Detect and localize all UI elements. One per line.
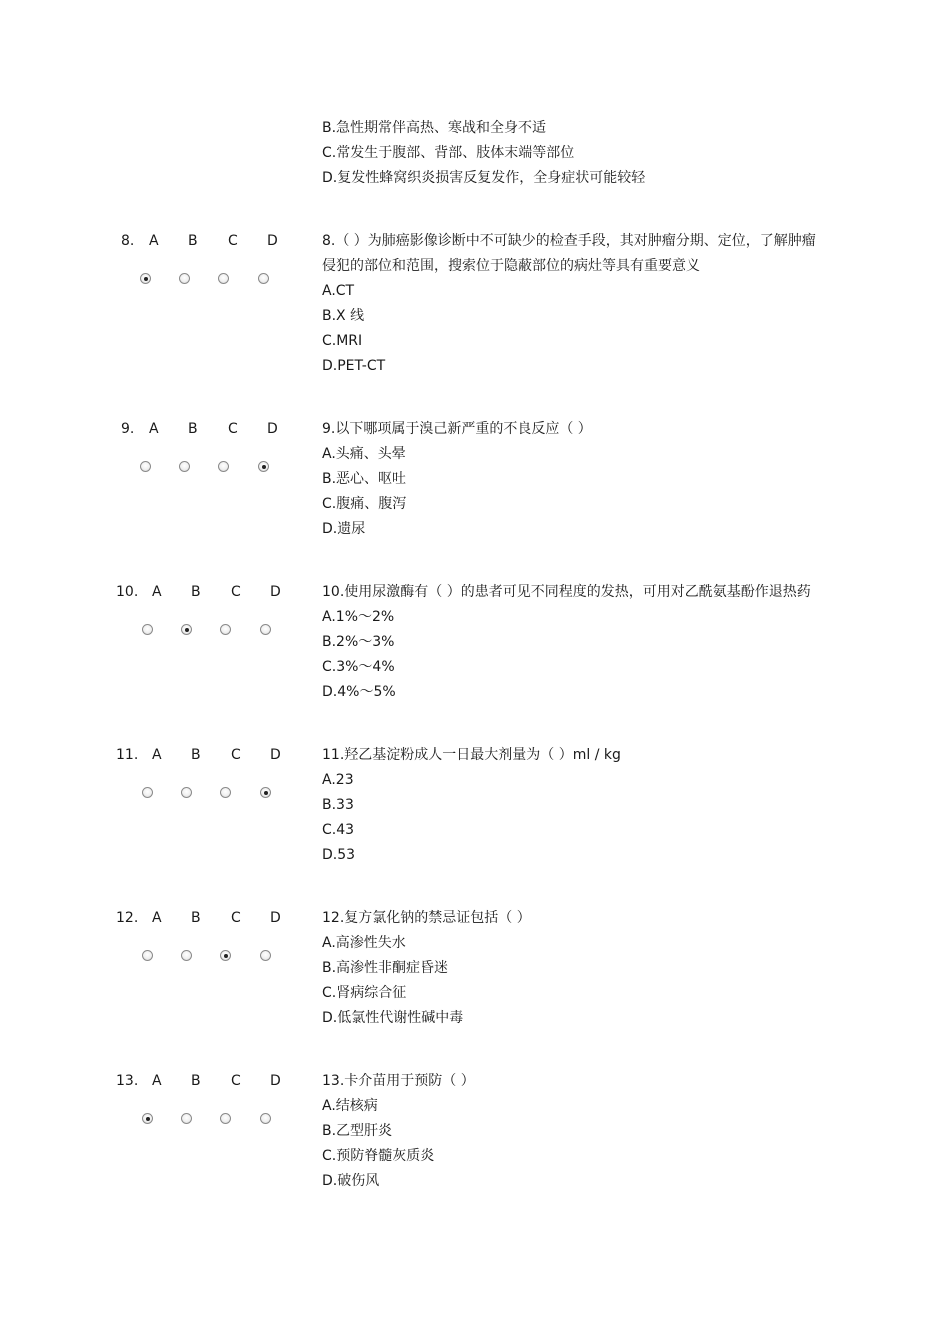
choice-label-d: D	[270, 1073, 281, 1089]
radio-b[interactable]	[179, 273, 190, 284]
option-text: D.PET-CT	[322, 358, 386, 374]
choice-label-a: A	[152, 1073, 162, 1089]
choice-label-c: C	[231, 747, 241, 763]
option-text: A.结核病	[322, 1098, 378, 1114]
answer-number: 13.	[116, 1073, 139, 1089]
option-text: A.高渗性失水	[322, 935, 406, 951]
radio-c[interactable]	[220, 624, 231, 635]
radio-c[interactable]	[220, 787, 231, 798]
option-text: B.2%～3%	[322, 634, 395, 650]
choice-label-b: B	[188, 233, 198, 249]
option-text: C.常发生于腹部、背部、肢体末端等部位	[322, 145, 575, 161]
option-text: D.遗尿	[322, 521, 366, 537]
question-text	[322, 417, 832, 442]
choice-label-b: B	[191, 747, 201, 763]
option-text: A.CT	[322, 283, 355, 299]
question-text	[322, 229, 832, 279]
option-text: C.3%～4%	[322, 659, 395, 675]
question-text-line: 11.羟乙基淀粉成人一日最大剂量为（ ）ml / kg	[322, 747, 621, 763]
radio-d[interactable]	[260, 787, 271, 798]
choice-label-a: A	[152, 584, 162, 600]
option-text: B.高渗性非酮症昏迷	[322, 960, 449, 976]
choice-label-a: A	[152, 747, 162, 763]
radio-b[interactable]	[181, 624, 192, 635]
choice-label-b: B	[191, 584, 201, 600]
question-text	[322, 743, 832, 768]
radio-b[interactable]	[181, 950, 192, 961]
question-text	[322, 1069, 832, 1094]
question-text-line: 8.（ ）为肺癌影像诊断中不可缺少的检查手段，其对肿瘤分期、定位，了解肿瘤	[322, 233, 816, 249]
question-text-line: 侵犯的部位和范围，搜索位于隐蔽部位的病灶等具有重要意义	[322, 258, 700, 274]
choice-label-b: B	[191, 910, 201, 926]
answer-number: 10.	[116, 584, 139, 600]
question-text	[322, 906, 832, 931]
option-text: D.破伤风	[322, 1173, 380, 1189]
question-text-line: 13.卡介苗用于预防（ ）	[322, 1073, 475, 1089]
answer-number: 12.	[116, 910, 139, 926]
choice-label-a: A	[152, 910, 162, 926]
choice-label-d: D	[270, 910, 281, 926]
answer-number: 8.	[121, 233, 135, 249]
option-text: D.复发性蜂窝织炎损害反复发作，全身症状可能较轻	[322, 170, 646, 186]
choice-label-b: B	[191, 1073, 201, 1089]
option-text: B.乙型肝炎	[322, 1123, 393, 1139]
question-text-line: 12.复方氯化钠的禁忌证包括（ ）	[322, 910, 531, 926]
option-text: C.肾病综合征	[322, 985, 407, 1001]
radio-b[interactable]	[181, 1113, 192, 1124]
radio-d[interactable]	[260, 624, 271, 635]
option-text: B.急性期常伴高热、寒战和全身不适	[322, 120, 547, 136]
option-text: B.33	[322, 797, 354, 813]
radio-a[interactable]	[142, 787, 153, 798]
radio-d[interactable]	[260, 1113, 271, 1124]
option-text: B.恶心、呕吐	[322, 471, 407, 487]
choice-label-c: C	[228, 233, 238, 249]
option-text: C.43	[322, 822, 355, 838]
option-text: D.4%～5%	[322, 684, 396, 700]
choice-label-a: A	[149, 233, 159, 249]
option-text: D.低氯性代谢性碱中毒	[322, 1010, 464, 1026]
option-text: B.X 线	[322, 308, 365, 324]
option-text: C.腹痛、腹泻	[322, 496, 407, 512]
choice-label-c: C	[231, 910, 241, 926]
question-text-line: 10.使用尿激酶有（ ）的患者可见不同程度的发热，可用对乙酰氨基酚作退热药	[322, 584, 811, 600]
radio-a[interactable]	[140, 461, 151, 472]
radio-a[interactable]	[142, 1113, 153, 1124]
option-text: A.头痛、头晕	[322, 446, 406, 462]
choice-label-c: C	[228, 421, 238, 437]
option-text: A.1%～2%	[322, 609, 395, 625]
choice-label-c: C	[231, 584, 241, 600]
question-text-line: 9.以下哪项属于溴己新严重的不良反应（ ）	[322, 421, 592, 437]
choice-label-d: D	[267, 421, 278, 437]
option-text: C.预防脊髓灰质炎	[322, 1148, 435, 1164]
answer-number: 11.	[116, 747, 139, 763]
answer-number: 9.	[121, 421, 135, 437]
choice-label-d: D	[270, 584, 281, 600]
radio-d[interactable]	[258, 273, 269, 284]
radio-b[interactable]	[181, 787, 192, 798]
option-text: C.MRI	[322, 333, 363, 349]
choice-label-b: B	[188, 421, 198, 437]
choice-label-d: D	[270, 747, 281, 763]
choice-label-c: C	[231, 1073, 241, 1089]
choice-label-d: D	[267, 233, 278, 249]
question-text	[322, 580, 832, 605]
radio-c[interactable]	[220, 950, 231, 961]
radio-d[interactable]	[260, 950, 271, 961]
radio-b[interactable]	[179, 461, 190, 472]
radio-a[interactable]	[142, 950, 153, 961]
radio-a[interactable]	[142, 624, 153, 635]
radio-d[interactable]	[258, 461, 269, 472]
radio-c[interactable]	[220, 1113, 231, 1124]
choice-label-a: A	[149, 421, 159, 437]
option-text: A.23	[322, 772, 354, 788]
option-text: D.53	[322, 847, 356, 863]
radio-c[interactable]	[218, 273, 229, 284]
radio-a[interactable]	[140, 273, 151, 284]
radio-c[interactable]	[218, 461, 229, 472]
